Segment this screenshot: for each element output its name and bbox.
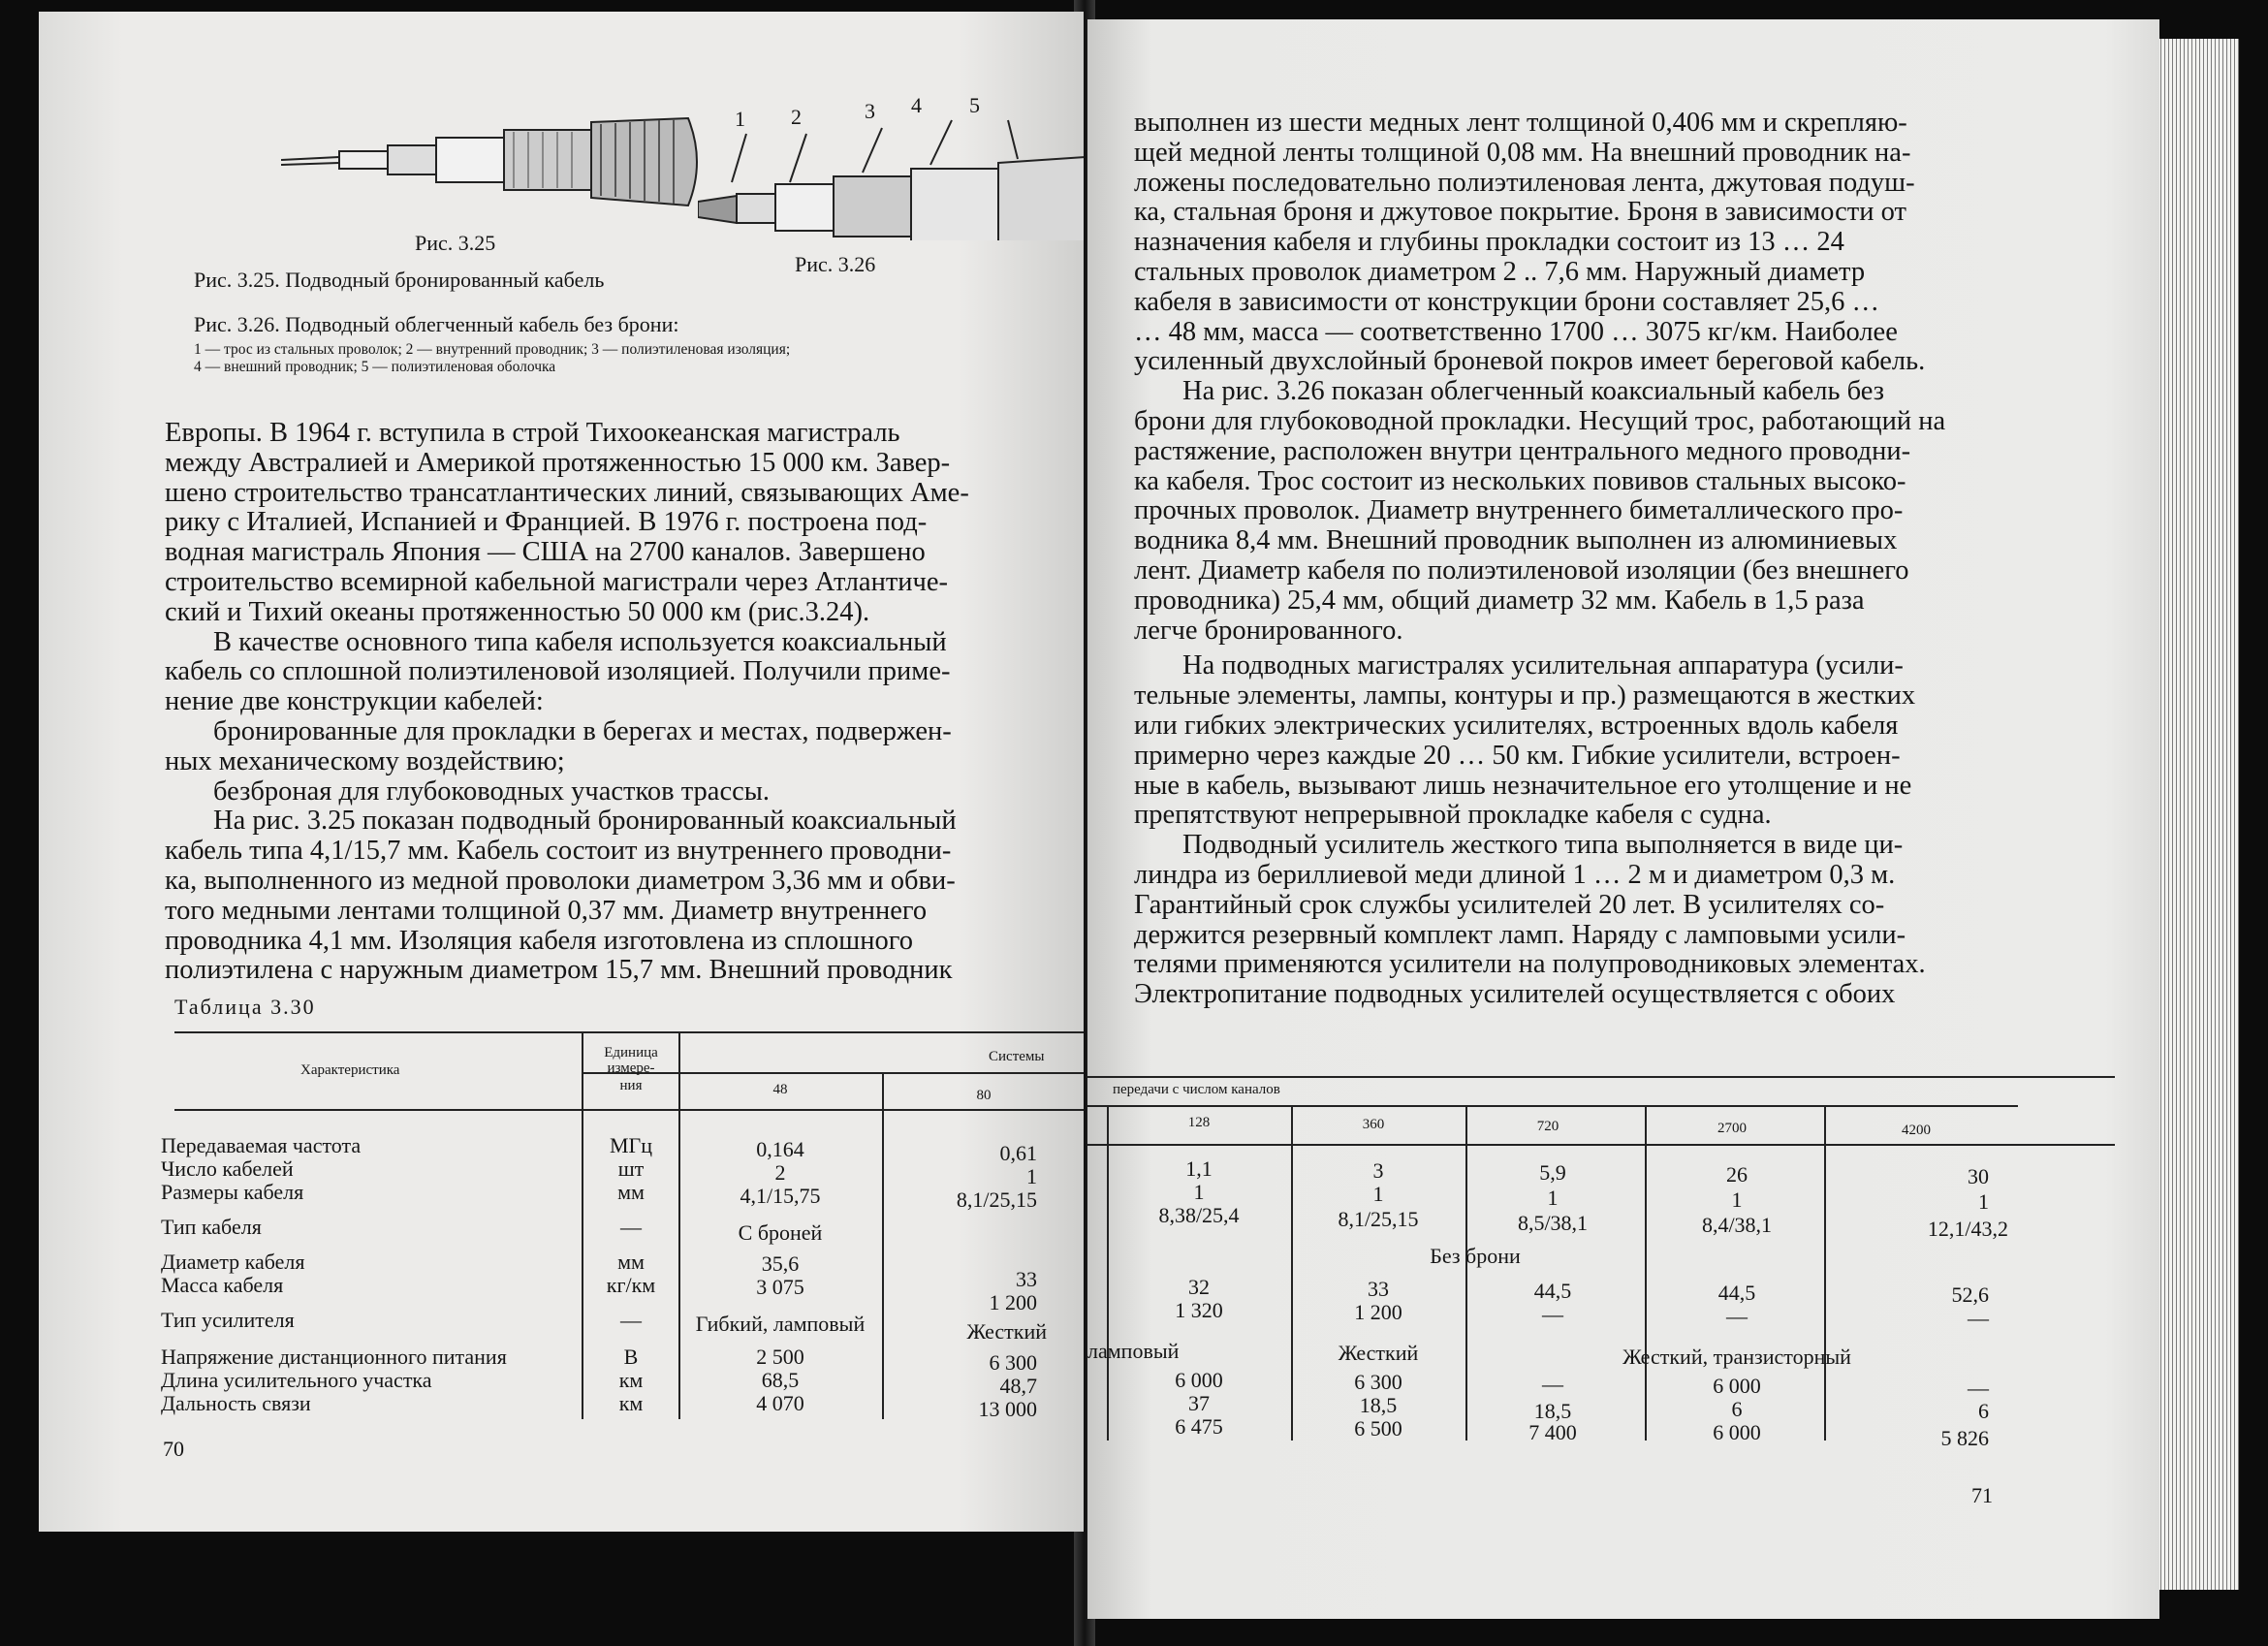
cell-128-diam: 32	[1188, 1275, 1210, 1299]
cell-2700-len: 6	[1731, 1397, 1743, 1421]
text-line: усиленный двухслойный броневой покров имеет береговой кабель.	[1134, 346, 1926, 377]
row-label-size: Размеры кабеля	[161, 1180, 304, 1204]
text-line: кабель типа 4,1/15,7 мм. Кабель состоит из внутреннего проводни-	[165, 836, 952, 867]
cell-360-mass: 1 200	[1354, 1300, 1402, 1324]
fig-326-label-1: 1	[735, 107, 745, 131]
table-rule	[1291, 1105, 1293, 1440]
text-line: безброная для глубоководных участков трассы.	[213, 776, 771, 807]
text-line: примерно через каждые 20 … 50 км. Гибкие усилители, встроен-	[1134, 740, 1901, 771]
header-characteristic: Характеристика	[300, 1062, 400, 1078]
text-line: водника 8,4 мм. Внешний проводник выполнен из алюминиевых	[1134, 525, 1898, 556]
cell-4200-volt: —	[1968, 1376, 1989, 1400]
cell-720-len: 18,5	[1533, 1399, 1572, 1423]
text-line: линдра из бериллиевой меди длиной 1 … 2 м и диаметром 0,3 м.	[1134, 859, 1896, 890]
text-line: На подводных магистралях усилительная аппаратура (усили-	[1182, 650, 1904, 681]
cell-360-volt: 6 300	[1354, 1370, 1402, 1394]
header-720: 720	[1536, 1119, 1559, 1134]
cell-2700-diam: 44,5	[1717, 1281, 1756, 1305]
row-label-volt: Напряжение дистанционного питания	[161, 1345, 507, 1369]
unit-diam: мм	[617, 1250, 645, 1274]
cell-4200-diam: 52,6	[1951, 1282, 1989, 1307]
text-line: телями применяются усилители на полупроводниковых элементах.	[1134, 949, 1926, 980]
table-rule	[174, 1031, 1084, 1033]
text-line: растяжение, расположен внутри центрального медного проводни-	[1134, 435, 1911, 466]
header-systems: Системы	[989, 1049, 1045, 1064]
unit-count: шт	[617, 1156, 645, 1181]
unit-size: мм	[617, 1180, 645, 1204]
cell-48-type: С броней	[738, 1220, 823, 1245]
cell-128-size: 8,38/25,4	[1158, 1203, 1240, 1227]
table-header-title: передачи с числом каналов	[1113, 1082, 1280, 1097]
cell-80-diam: 33	[1016, 1267, 1037, 1291]
cell-128-dist: 6 475	[1175, 1414, 1223, 1439]
fig-326-caption: Рис. 3.26	[795, 252, 876, 276]
header-4200: 4200	[1902, 1123, 1931, 1138]
cell-720-volt: —	[1542, 1372, 1563, 1396]
text-line: ложены последовательно полиэтиленовая лента, джутовая подуш-	[1134, 167, 1915, 198]
unit-volt: В	[623, 1345, 639, 1369]
fig-325-caption: Рис. 3.25	[415, 231, 496, 255]
right-body-text	[1134, 109, 2014, 1010]
header-unit-3: ния	[619, 1078, 643, 1093]
cell-128-count: 1	[1193, 1180, 1205, 1204]
fig-326-legend-line-2: 4 — внешний проводник; 5 — полиэтиленовая оболочка	[194, 359, 556, 375]
left-page	[39, 12, 1084, 1532]
fig-326-label-3: 3	[865, 99, 875, 123]
text-line: На рис. 3.26 показан облегченный коаксиальный кабель без	[1182, 376, 1885, 407]
row-label-diam: Диаметр кабеля	[161, 1250, 305, 1274]
text-line: Гарантийный срок службы усилителей 20 лет. В усилителях со-	[1134, 889, 1885, 920]
cell-2700-size: 8,4/38,1	[1701, 1213, 1773, 1237]
text-line: В качестве основного типа кабеля используется коаксиальный	[213, 626, 947, 657]
text-line: ский и Тихий океаны протяженностью 50 000 км (рис.3.24).	[165, 596, 870, 627]
text-line: ные в кабель, вызывают лишь незначительное его утолщение и не	[1134, 770, 1912, 801]
text-line: кабель со сплошной полиэтиленовой изоляцией. Получили приме-	[165, 656, 951, 687]
cell-80-dist: 13 000	[978, 1397, 1037, 1421]
cell-128-volt: 6 000	[1175, 1368, 1223, 1392]
row-label-type: Тип кабеля	[161, 1215, 262, 1239]
page-number-right: 71	[1971, 1483, 1993, 1507]
cell-360-count: 1	[1372, 1182, 1384, 1206]
row-label-len: Длина усилительного участка	[161, 1368, 432, 1392]
row-label-count: Число кабелей	[161, 1156, 294, 1181]
text-line: или гибких электрических усилителях, встроенных вдоль кабеля	[1134, 710, 1899, 741]
cell-720-size: 8,5/38,1	[1517, 1211, 1589, 1235]
header-unit-2: измере-	[607, 1060, 655, 1076]
cell-720-freq: 5,9	[1539, 1160, 1566, 1185]
cell-48-amp: Гибкий, ламповый	[695, 1312, 866, 1336]
cell-48-freq: 0,164	[756, 1137, 804, 1161]
cell-4200-mass: —	[1968, 1306, 1989, 1330]
cell-2700-dist: 6 000	[1713, 1420, 1761, 1444]
text-line: проводника 4,1 мм. Изоляция кабеля изготовлена из сплошного	[165, 925, 913, 956]
table-rule	[1107, 1105, 1109, 1440]
table-rule	[1645, 1105, 1647, 1440]
text-line: выполнен из шести медных лент толщиной 0,406 мм и скрепляю-	[1134, 108, 1907, 138]
text-line: шено строительство трансатлантических линий, связывающих Аме-	[165, 477, 969, 508]
text-line: препятствуют непрерывной прокладке кабеля с судна.	[1134, 800, 1772, 831]
table-rule	[882, 1072, 884, 1419]
cell-128-mass: 1 320	[1175, 1298, 1223, 1322]
text-line: рику с Италией, Испанией и Францией. В 1976 г. построена под-	[165, 507, 928, 538]
cell-4200-freq: 30	[1968, 1164, 1989, 1188]
cell-2700-count: 1	[1731, 1187, 1743, 1212]
light-cable-figure	[698, 114, 1084, 240]
cell-48-len: 68,5	[761, 1368, 800, 1392]
text-line: проводника) 25,4 мм, общий диаметр 32 мм. Кабель в 1,5 раза	[1134, 585, 1865, 616]
text-line: между Австралией и Америкой протяженностью 15 000 км. Завер-	[165, 447, 951, 478]
cell-48-dist: 4 070	[756, 1391, 804, 1415]
text-line: держится резервный комплект ламп. Наряду с ламповыми усили-	[1134, 919, 1906, 950]
table-rule	[1087, 1144, 2115, 1146]
fig-326-label-5: 5	[969, 93, 980, 117]
fig-326-legend-line-1: 1 — трос из стальных проволок; 2 — внутренний проводник; 3 — полиэтиленовая изоляция;	[194, 341, 791, 358]
text-line: тельные элементы, лампы, контуры и пр.) размещаются в жестких	[1134, 681, 1916, 712]
text-line: ка, выполненного из медной проволоки диаметром 3,36 мм и обви-	[165, 865, 956, 896]
header-unit-1: Единица	[604, 1045, 658, 1060]
cell-48-volt: 2 500	[756, 1345, 804, 1369]
cell-4200-count: 1	[1978, 1189, 1989, 1214]
cell-80-freq: 0,61	[999, 1141, 1037, 1165]
text-line: назначения кабеля и глубины прокладки состоит из 13 … 24	[1134, 227, 1844, 258]
cell-360-diam: 33	[1368, 1277, 1389, 1301]
table-rule	[678, 1031, 680, 1419]
text-line: легче бронированного.	[1134, 615, 1403, 646]
cell-48-count: 2	[774, 1160, 786, 1185]
row-label-dist: Дальность связи	[161, 1391, 311, 1415]
unit-dist: км	[618, 1391, 644, 1415]
unit-amp: —	[620, 1308, 642, 1332]
cell-80-len: 48,7	[999, 1374, 1037, 1398]
row-label-mass: Масса кабеля	[161, 1273, 284, 1297]
cell-80-count: 1	[1026, 1164, 1037, 1188]
header-2700: 2700	[1717, 1121, 1747, 1136]
unit-freq: МГц	[609, 1133, 653, 1157]
header-48: 48	[772, 1082, 788, 1097]
row-label-freq: Передаваемая частота	[161, 1133, 362, 1157]
text-line: прочных проволок. Диаметр внутреннего биметаллического про-	[1134, 495, 1904, 526]
cell-720-count: 1	[1547, 1186, 1559, 1210]
cell-80-size: 8,1/25,15	[956, 1187, 1037, 1212]
table-rule	[1087, 1076, 2115, 1078]
fig-326-title: Рис. 3.26. Подводный облегченный кабель без брони:	[194, 312, 679, 336]
cell-amp-rigid: Жесткий	[1338, 1341, 1419, 1365]
cell-amp-transistor: Жесткий, транзисторный	[1622, 1345, 1851, 1369]
header-360: 360	[1362, 1117, 1385, 1132]
text-line: На рис. 3.25 показан подводный бронированный коаксиальный	[213, 806, 957, 837]
unit-len: км	[618, 1368, 644, 1392]
unit-type: —	[620, 1215, 642, 1239]
text-line: лент. Диаметр кабеля по полиэтиленовой изоляции (без внешнего	[1134, 554, 1909, 586]
table-rule	[174, 1109, 1084, 1111]
cell-720-dist: 7 400	[1528, 1420, 1577, 1444]
row-label-amp: Тип усилителя	[161, 1308, 295, 1332]
text-line: бронированные для прокладки в берегах и местах, подвержен-	[213, 715, 952, 746]
text-line: кабеля в зависимости от конструкции брони составляет 25,6 …	[1134, 286, 1880, 317]
text-line: щей медной ленты толщиной 0,08 мм. На внешний проводник на-	[1134, 137, 1911, 168]
cell-amp-lamp: ламповый	[1087, 1339, 1180, 1363]
cell-80-mass: 1 200	[989, 1290, 1037, 1314]
cell-128-len: 37	[1188, 1391, 1210, 1415]
cell-4200-size: 12,1/43,2	[1927, 1217, 2008, 1241]
text-line: полиэтилена с наружным диаметром 15,7 мм. Внешний проводник	[165, 955, 953, 986]
cell-48-size: 4,1/15,75	[740, 1184, 821, 1208]
text-line: строительство всемирной кабельной магистрали через Атлантиче-	[165, 566, 949, 597]
unit-mass: кг/км	[606, 1273, 656, 1297]
cell-80-volt: 6 300	[989, 1350, 1037, 1375]
fig-326-label-4: 4	[911, 93, 922, 117]
table-title: Таблица 3.30	[174, 995, 316, 1019]
header-80: 80	[976, 1088, 992, 1103]
right-page	[1087, 19, 2159, 1619]
cell-360-size: 8,1/25,15	[1338, 1207, 1419, 1231]
text-line: … 48 мм, масса — соответственно 1700 … 3075 кг/км. Наиболее	[1134, 316, 1898, 347]
table-rule	[582, 1031, 583, 1419]
cell-2700-volt: 6 000	[1713, 1374, 1761, 1398]
cell-360-freq: 3	[1372, 1158, 1384, 1183]
cell-type-no-armor: Без брони	[1430, 1244, 1521, 1268]
text-line: ка кабеля. Трос состоит из нескольких повивов стальных высоко-	[1134, 465, 1906, 496]
table-rule	[1087, 1105, 2018, 1107]
cell-80-amp: Жесткий	[966, 1319, 1047, 1344]
text-line: Электропитание подводных усилителей осуществляется с обоих	[1134, 979, 1896, 1010]
cell-360-len: 18,5	[1359, 1393, 1398, 1417]
header-128: 128	[1187, 1115, 1211, 1130]
fig-326-label-2: 2	[791, 105, 802, 129]
cell-48-mass: 3 075	[756, 1275, 804, 1299]
cell-360-dist: 6 500	[1354, 1416, 1402, 1440]
armored-cable-figure	[281, 109, 708, 215]
cell-2700-freq: 26	[1726, 1162, 1748, 1187]
text-line: брони для глубоководной прокладки. Несущий трос, работающий на	[1134, 405, 1946, 436]
text-line: нение две конструкции кабелей:	[165, 686, 544, 717]
text-line: стальных проволок диаметром 2 .. 7,6 мм. Наружный диаметр	[1134, 256, 1866, 287]
text-line: того медными лентами толщиной 0,37 мм. Диаметр внутреннего	[165, 895, 928, 926]
cell-720-mass: —	[1542, 1302, 1563, 1326]
page-number-left: 70	[163, 1437, 184, 1461]
left-body-text	[165, 419, 1027, 986]
cell-4200-dist: 5 826	[1940, 1426, 1989, 1450]
fig-325-title: Рис. 3.25. Подводный бронированный кабель	[194, 268, 605, 292]
cell-48-diam: 35,6	[761, 1251, 800, 1276]
cell-128-freq: 1,1	[1185, 1156, 1213, 1181]
cell-4200-len: 6	[1978, 1399, 1989, 1423]
text-line: водная магистраль Япония — США на 2700 каналов. Завершено	[165, 537, 926, 568]
text-line: Подводный усилитель жесткого типа выполняется в виде ци-	[1182, 830, 1904, 861]
cell-720-diam: 44,5	[1533, 1279, 1572, 1303]
table-rule	[1824, 1105, 1826, 1440]
text-line: Европы. В 1964 г. вступила в строй Тихоокеанская магистраль	[165, 418, 900, 448]
cell-2700-mass: —	[1726, 1304, 1748, 1328]
text-line: ка, стальная броня и джутовое покрытие. Броня в зависимости от	[1134, 197, 1906, 228]
table-rule	[1465, 1105, 1467, 1440]
text-line: ных механическому воздействию;	[165, 745, 565, 776]
